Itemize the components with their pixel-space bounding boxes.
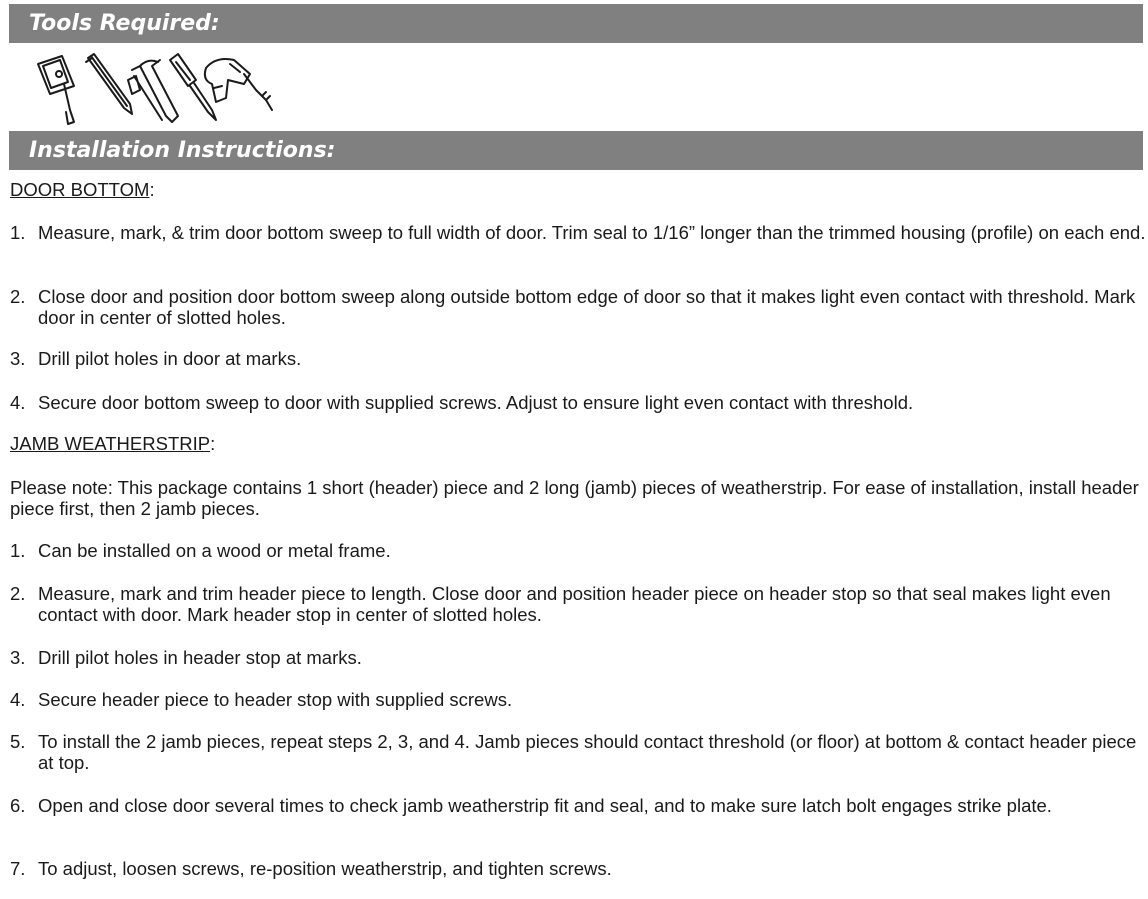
installation-instructions-header: Installation Instructions: bbox=[9, 131, 1143, 170]
drill-icon bbox=[205, 59, 272, 110]
pencil-icon bbox=[86, 54, 132, 114]
tape-measure-icon bbox=[38, 56, 74, 124]
tools-illustration bbox=[30, 50, 275, 126]
jamb-weatherstrip-heading: JAMB WEATHERSTRIP: bbox=[10, 433, 216, 454]
door-bottom-heading: DOOR BOTTOM: bbox=[10, 179, 155, 200]
tools-required-header: Tools Required: bbox=[9, 4, 1143, 43]
hacksaw-icon bbox=[128, 60, 178, 122]
